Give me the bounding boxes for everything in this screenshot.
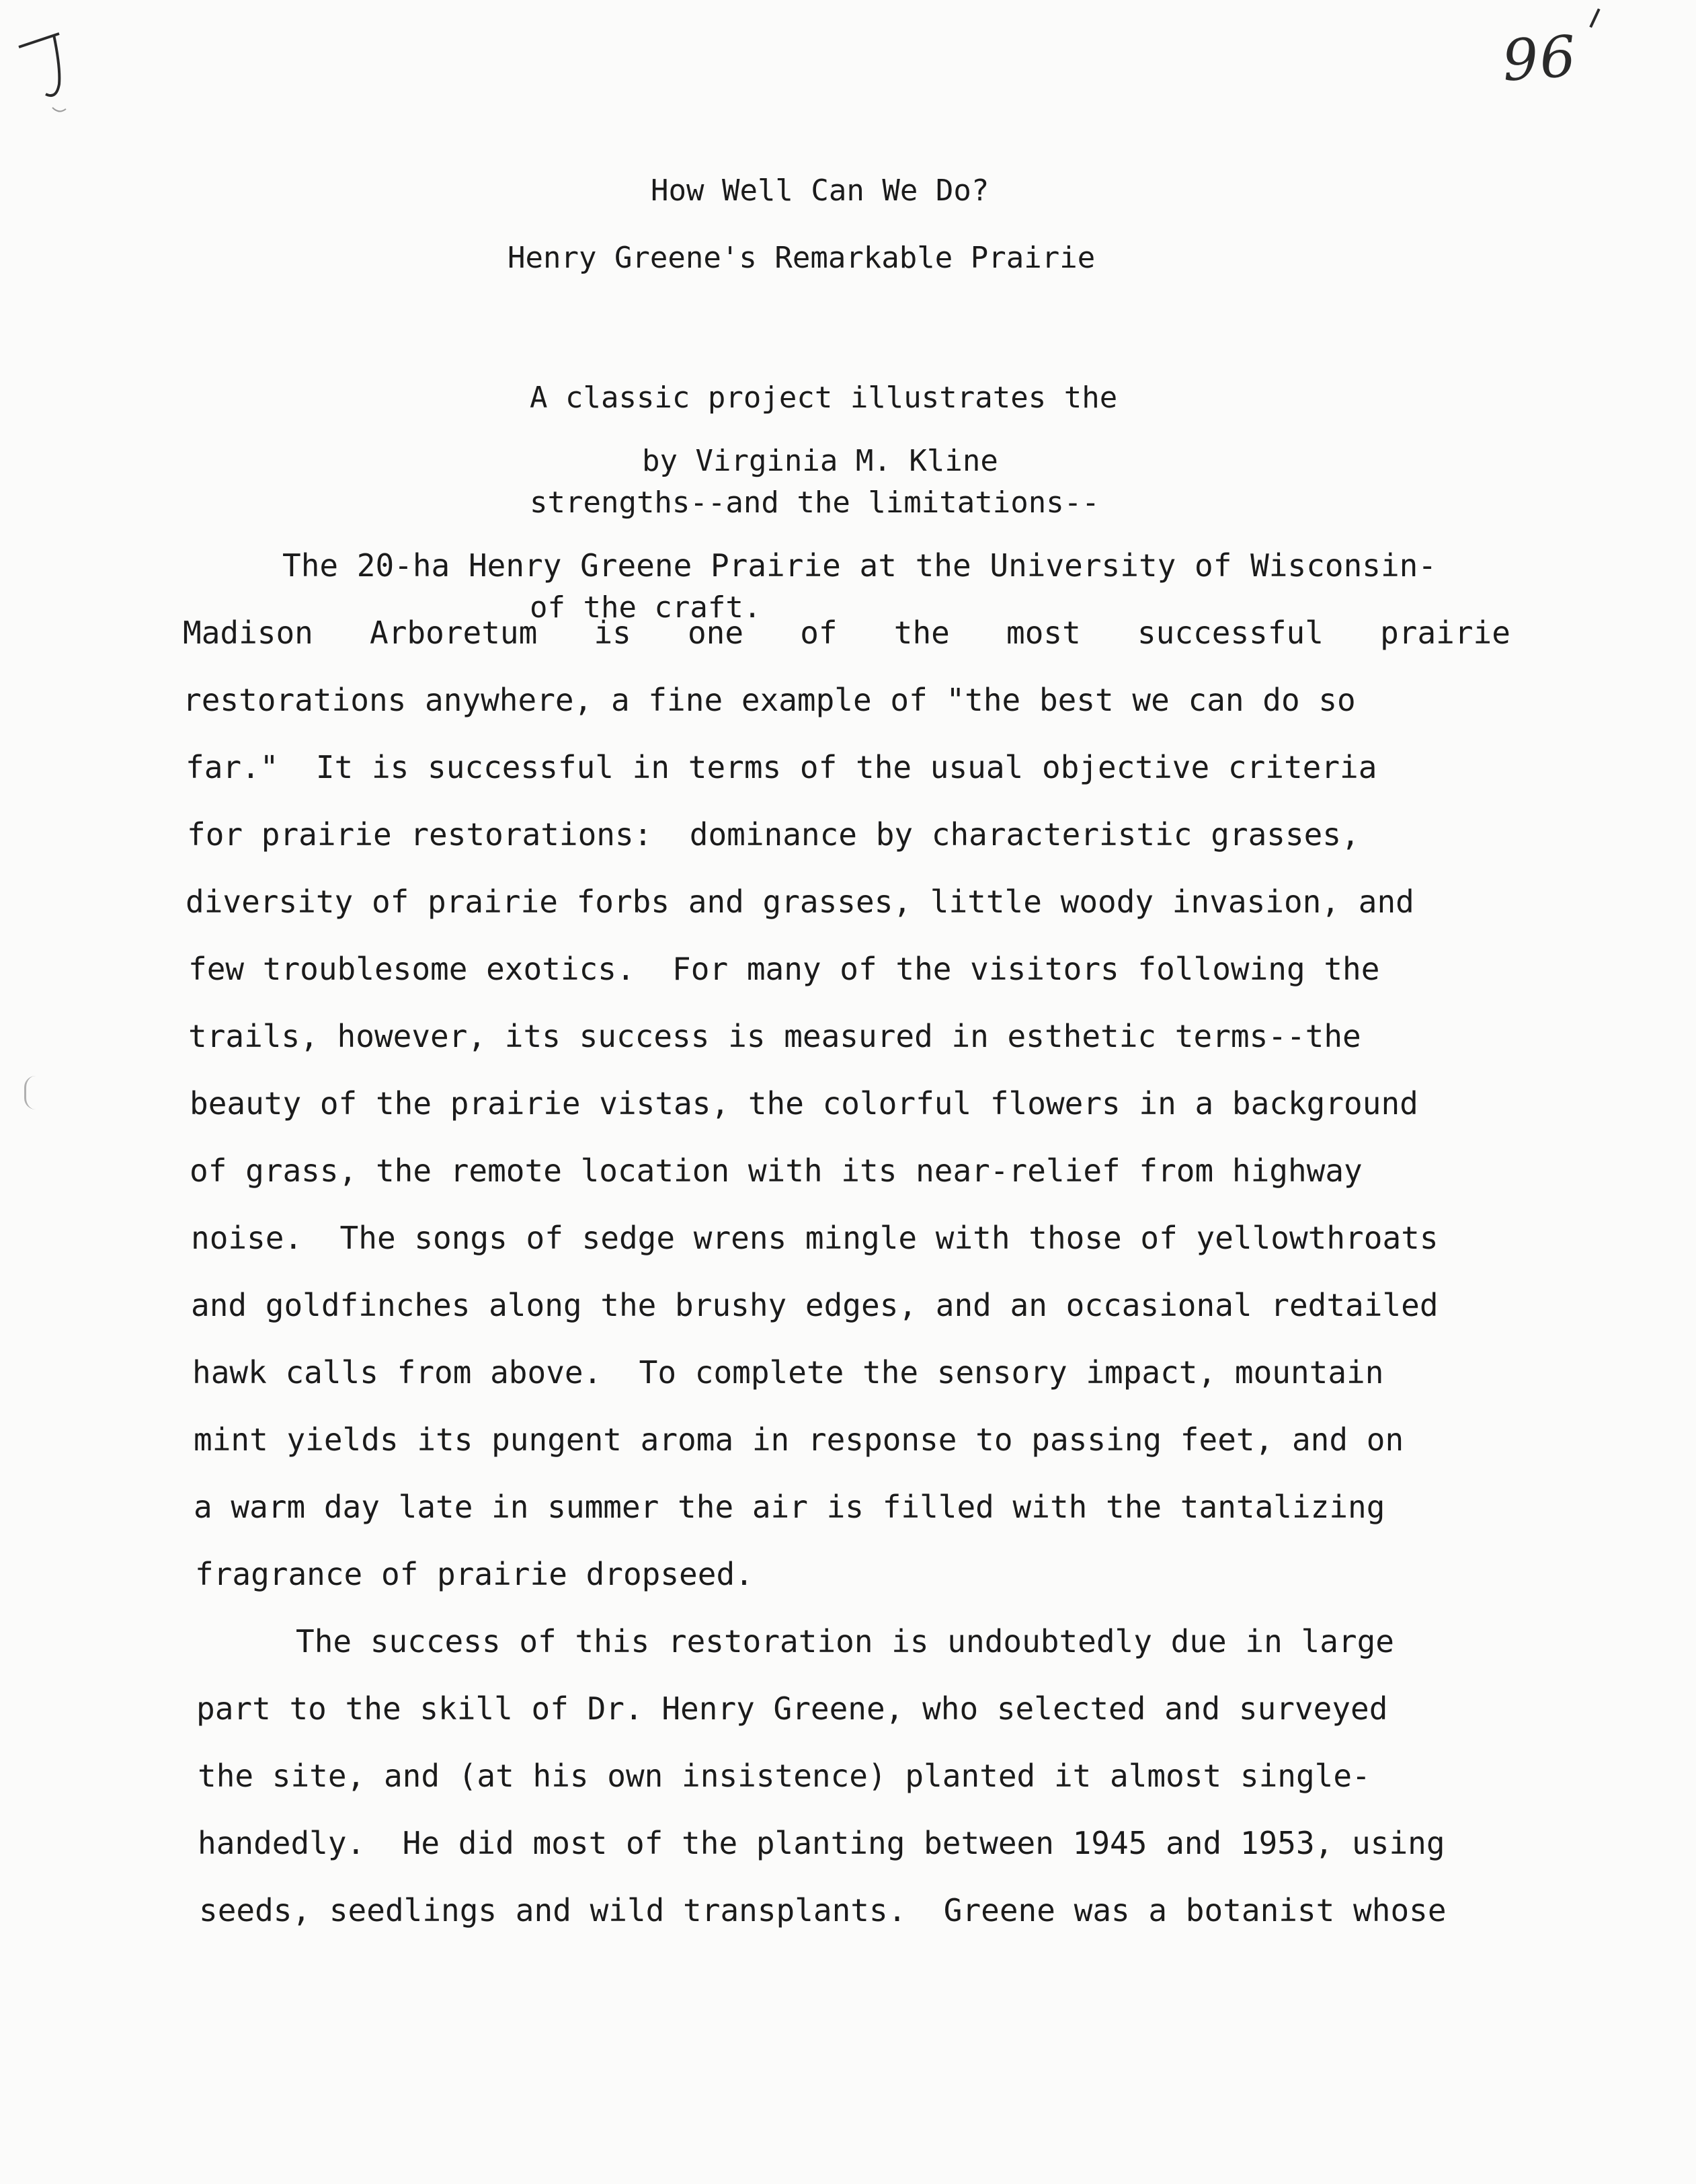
body-text-line: few troublesome exotics. For many of the visitors following the xyxy=(188,951,1380,987)
body-text-line: and goldfinches along the brushy edges, and an occasional redtailed xyxy=(191,1287,1439,1323)
word: Arboretum xyxy=(370,615,538,651)
body-text-line: handedly. He did most of the planting between 1945 and 1953, using xyxy=(198,1825,1445,1861)
body-text-line: the site, and (at his own insistence) planted it almost single- xyxy=(198,1758,1371,1794)
deck-line: strengths--and the limitations-- xyxy=(530,485,1100,520)
body-text-line: beauty of the prairie vistas, the colorful flowers in a background xyxy=(190,1085,1418,1122)
body-text-line: a warm day late in summer the air is filled with the tantalizing xyxy=(194,1489,1385,1525)
body-text-line: trails, however, its success is measured in esthetic terms--the xyxy=(188,1018,1361,1054)
word: is xyxy=(594,615,631,651)
margin-bracket-mark xyxy=(24,1076,36,1109)
article-title: How Well Can We Do? xyxy=(651,173,990,208)
deck-line: A classic project illustrates the xyxy=(530,381,1118,415)
article-byline: by Virginia M. Kline xyxy=(642,444,998,478)
body-text-line: The 20-ha Henry Greene Prairie at the University of Wisconsin- xyxy=(282,547,1437,584)
body-text-line: of grass, the remote location with its near-relief from highway xyxy=(190,1153,1363,1189)
article-subtitle: Henry Greene's Remarkable Prairie xyxy=(508,241,1096,275)
body-text-line: far." It is successful in terms of the usual objective criteria xyxy=(186,749,1377,785)
handwritten-page-number: 96 xyxy=(1500,23,1580,94)
body-text-line: restorations anywhere, a fine example of "the best we can do so xyxy=(183,682,1356,718)
word: prairie xyxy=(1380,615,1510,651)
handwritten-tick-mark xyxy=(1589,8,1606,30)
body-text-line: for prairie restorations: dominance by characteristic grasses, xyxy=(187,816,1360,853)
body-text-line: The success of this restoration is undoubtedly due in large xyxy=(296,1623,1394,1660)
body-text-line: hawk calls from above. To complete the sensory impact, mountain xyxy=(192,1354,1384,1391)
word: of xyxy=(800,615,838,651)
handwritten-corner-mark xyxy=(12,20,79,114)
body-text-line: diversity of prairie forbs and grasses, little woody invasion, and xyxy=(186,884,1414,920)
word: the xyxy=(893,615,950,651)
body-text-line xyxy=(183,615,1510,651)
body-text-line: fragrance of prairie dropseed. xyxy=(195,1556,754,1592)
word: most xyxy=(1006,615,1081,651)
body-text-line: noise. The songs of sedge wrens mingle with those of yellowthroats xyxy=(191,1220,1439,1256)
body-text-line: seeds, seedlings and wild transplants. Greene was a botanist whose xyxy=(199,1892,1447,1928)
body-text-line: mint yields its pungent aroma in response to passing feet, and on xyxy=(194,1421,1404,1458)
body-text-line: part to the skill of Dr. Henry Greene, who selected and surveyed xyxy=(196,1690,1388,1727)
word: Madison xyxy=(183,615,313,651)
word: one xyxy=(687,615,744,651)
word: successful xyxy=(1137,615,1324,651)
deck-line: of the craft. xyxy=(530,590,762,625)
